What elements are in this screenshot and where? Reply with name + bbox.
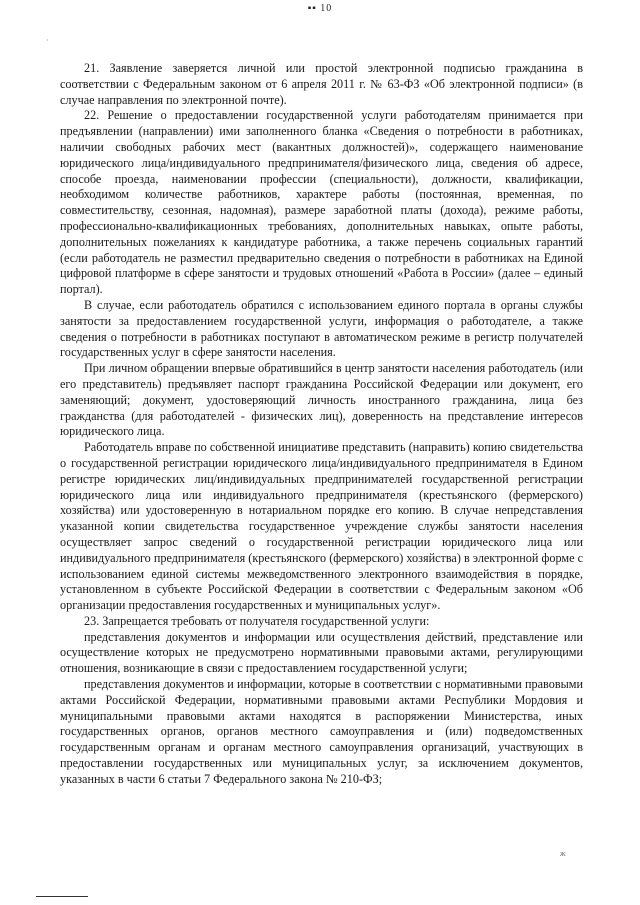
document-body — [60, 61, 583, 788]
paragraph-single-portal: В случае, если работодатель обратился с использованием единого портала в органы службы занятости за предоставлением государственной услуги, информация о работодателе, а также сведения о потребности в работниках поступают в автоматическом режиме в регистр получателей государственных услуг в сфере занятости населения. — [60, 297, 583, 360]
paragraph-21: 21. Заявление заверяется личной или простой электронной подписью гражданина в соответствии с Федеральным законом от 6 апреля 2011 г. № 63-ФЗ «Об электронной подписи» (в случае направления по электронной почте). — [60, 61, 583, 107]
paragraph-22: 22. Решение о предоставлении государственной услуги работодателям принимается при предъявлении (направлении) ими заполненного бланка «Сведения о потребности в работниках, наличии свободных рабочих мест (вакантных должностей)», содержащего наименование юридического лица/индивидуального предпринимателя/физического лица, сведения об адресе, способе проезда, наименовании профессии (специальности), должности, квалификации, необходимом количестве работников, характере работы (постоянная, временная, по совместительству, сезонная, надомная), размере заработной платы (дохода), режиме работы, профессионально-квалификационных требованиях, дополнительных навыках, опыте работы, дополнительных пожеланиях к кандидатуре работника, а также перечень социальных гарантий (если работодатель не разместил предварительно сведения о потребности в работниках на Единой цифровой платформе в сфере занятости и трудовых отношений «Работа в России» (далее – единый портал). — [60, 108, 583, 297]
paragraph-registration-copy: Работодатель вправе по собственной инициативе представить (направить) копию свидетельства о государственной регистрации юридического лица/индивидуального предпринимателя в Едином регистре юридических лиц/индивидуальных предпринимателей государственной регистрации юридического лица или индивидуального предпринимателя (крестьянского (фермерского) хозяйства) или удостоверенную в нотариальном порядке его копию. В случае непредставления указанной копии свидетельства государственное учреждение службы занятости населения осуществляет запрос сведений о государственной регистрации юридического лица или индивидуального предпринимателя (крестьянского (фермерского) хозяйства) в электронной форме с использованием единой системы межведомственного электронного взаимодействия в порядке, установленном в субъекте Российской Федерации в соответствии с Федеральным законом «Об организации предоставления государственных и муниципальных услуг». — [60, 440, 583, 613]
paragraph-23: 23. Запрещается требовать от получателя государственной услуги: — [84, 613, 430, 628]
page-number: ▪▪ 10 — [307, 3, 333, 14]
paragraph-prohibition-1: представления документов и информации или осуществления действий, представление или осуществление которых не предусмотрено нормативными правовыми актами, регулирующими отношения, возникающие в связи с предоставлением государственной услуги; — [60, 629, 583, 676]
footer-divider — [36, 896, 88, 897]
margin-mark: · — [46, 36, 49, 45]
paragraph-prohibition-2: представления документов и информации, которые в соответствии с нормативными правовыми актами Российской Федерации, нормативными правовыми актами Республики Мордовия и муниципальными правовыми актами находятся в распоряжении Министерства, иных государственных органов, органов местного самоуправления и (или) подведомственных государственным органам и органам местного самоуправления организаций, участвующих в предоставлении государственных или муниципальных услуг, за исключением документов, указанных в части 6 статьи 7 Федерального закона № 210-ФЗ; — [60, 677, 583, 786]
bottom-mark: ж — [560, 849, 566, 858]
paragraph-personal-visit: При личном обращении впервые обратившийся в центр занятости населения работодатель (или его представитель) предъявляет паспорт гражданина Российской Федерации или документ, его заменяющий; документ, удостоверяющий личность иностранного гражданина, лица без гражданства (для работодателей - физических лиц), доверенность на представление интересов юридического лица. — [60, 361, 583, 439]
